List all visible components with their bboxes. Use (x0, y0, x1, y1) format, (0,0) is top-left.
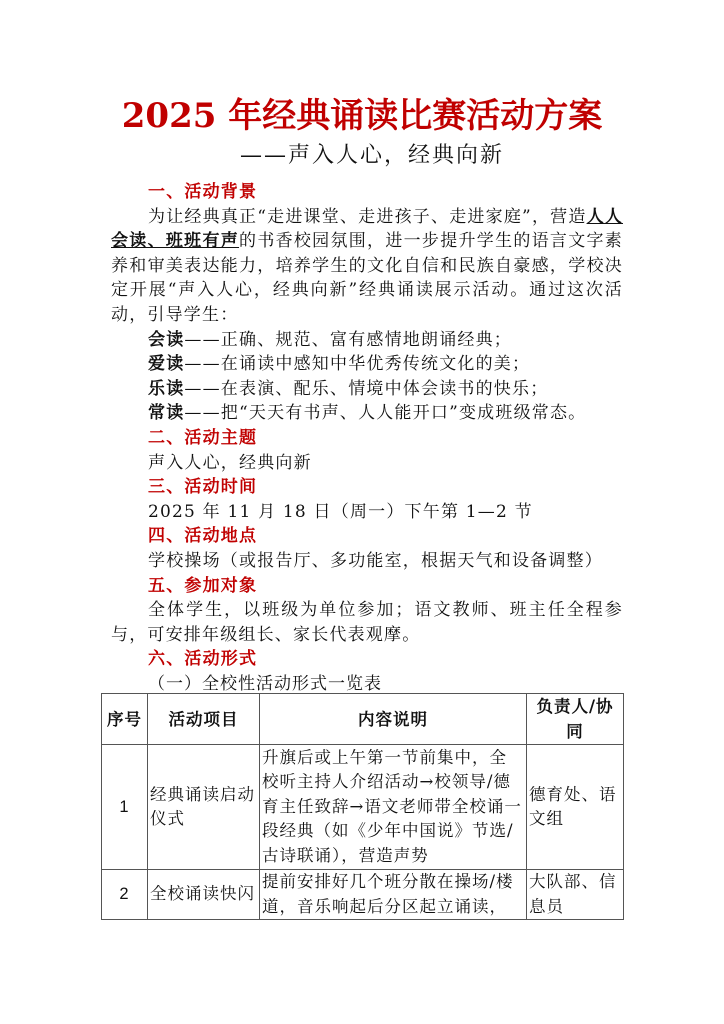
goal-desc: ——正确、规范、富有感情地朗诵经典； (184, 329, 513, 350)
background-paragraph (111, 205, 623, 328)
goal-term: 会读 (148, 329, 185, 350)
background-text-1: 为让经典真正“走进课堂、走进孩子、走进家庭”，营造 (148, 206, 587, 227)
goal-term: 爱读 (148, 354, 185, 375)
goal-item (111, 328, 623, 353)
document-subtitle: ——声入人心，经典向新 (239, 143, 504, 168)
time-text: 2025 年 11 月 18 日（周一）下午第 1—2 节 (148, 501, 533, 522)
section-heading-time: 三、活动时间 (148, 477, 258, 498)
goal-desc: ——在表演、配乐、情境中体会读书的快乐； (184, 378, 549, 399)
header-owner: 负责人/协同 (527, 694, 624, 745)
goal-term: 乐读 (148, 378, 185, 399)
section-heading-theme: 二、活动主题 (148, 427, 258, 448)
header-no: 序号 (102, 694, 148, 745)
goal-term: 常读 (148, 403, 185, 424)
goal-item (111, 377, 623, 402)
goal-item (111, 401, 623, 426)
row-no: 2 (102, 870, 148, 920)
header-desc: 内容说明 (260, 694, 527, 745)
location-text: 学校操场（或报告厅、多功能室，根据天气和设备调整） (148, 550, 603, 571)
background-text-2: 的书香校园氛围，进一步提升学生的语言文字素养和审美表达能力，培养学生的文化自信和民族自豪感，学校决定开展“声入人心，经典向新”经典诵读展示活动。通过这次活动，引导学生： (111, 231, 624, 325)
row-item: 经典诵读启动仪式 (148, 745, 260, 870)
document-title: 2025 年经典诵读比赛活动方案 (121, 96, 603, 136)
background-emphasis: 人人会读、班班有声 (111, 206, 623, 252)
table-caption: （一）全校性活动形式一览表 (148, 673, 382, 694)
row-owner: 大队部、信息员 (527, 870, 624, 920)
participants-text: 全体学生，以班级为单位参加；语文教师、班主任全程参与，可安排年级组长、家长代表观摩。 (111, 600, 623, 645)
document-body (111, 180, 623, 696)
section-heading-format: 六、活动形式 (148, 649, 258, 670)
header-item: 活动项目 (148, 694, 260, 745)
goal-item (111, 352, 623, 377)
row-no: 1 (102, 745, 148, 870)
table-header-row (102, 694, 624, 745)
section-heading-location: 四、活动地点 (148, 526, 258, 547)
table-row (102, 870, 624, 920)
row-item: 全校诵读快闪 (148, 870, 260, 920)
activity-table (101, 693, 624, 920)
goal-desc: ——把“天天有书声、人人能开口”变成班级常态。 (184, 403, 587, 424)
section-heading-participants: 五、参加对象 (148, 575, 258, 596)
theme-text: 声入人心，经典向新 (148, 452, 312, 473)
goal-desc: ——在诵读中感知中华优秀传统文化的美； (184, 354, 531, 375)
row-desc: 升旗后或上午第一节前集中，全校听主持人介绍活动→校领导/德育主任致辞→语文老师带全校诵一段经典（如《少年中国说》节选/古诗联诵），营造声势 (260, 745, 527, 870)
table-row (102, 745, 624, 870)
row-desc: 提前安排好几个班分散在操场/楼道，音乐响起后分区起立诵读， (260, 870, 527, 920)
row-owner: 德育处、语文组 (527, 745, 624, 870)
section-heading-background: 一、活动背景 (148, 182, 258, 202)
